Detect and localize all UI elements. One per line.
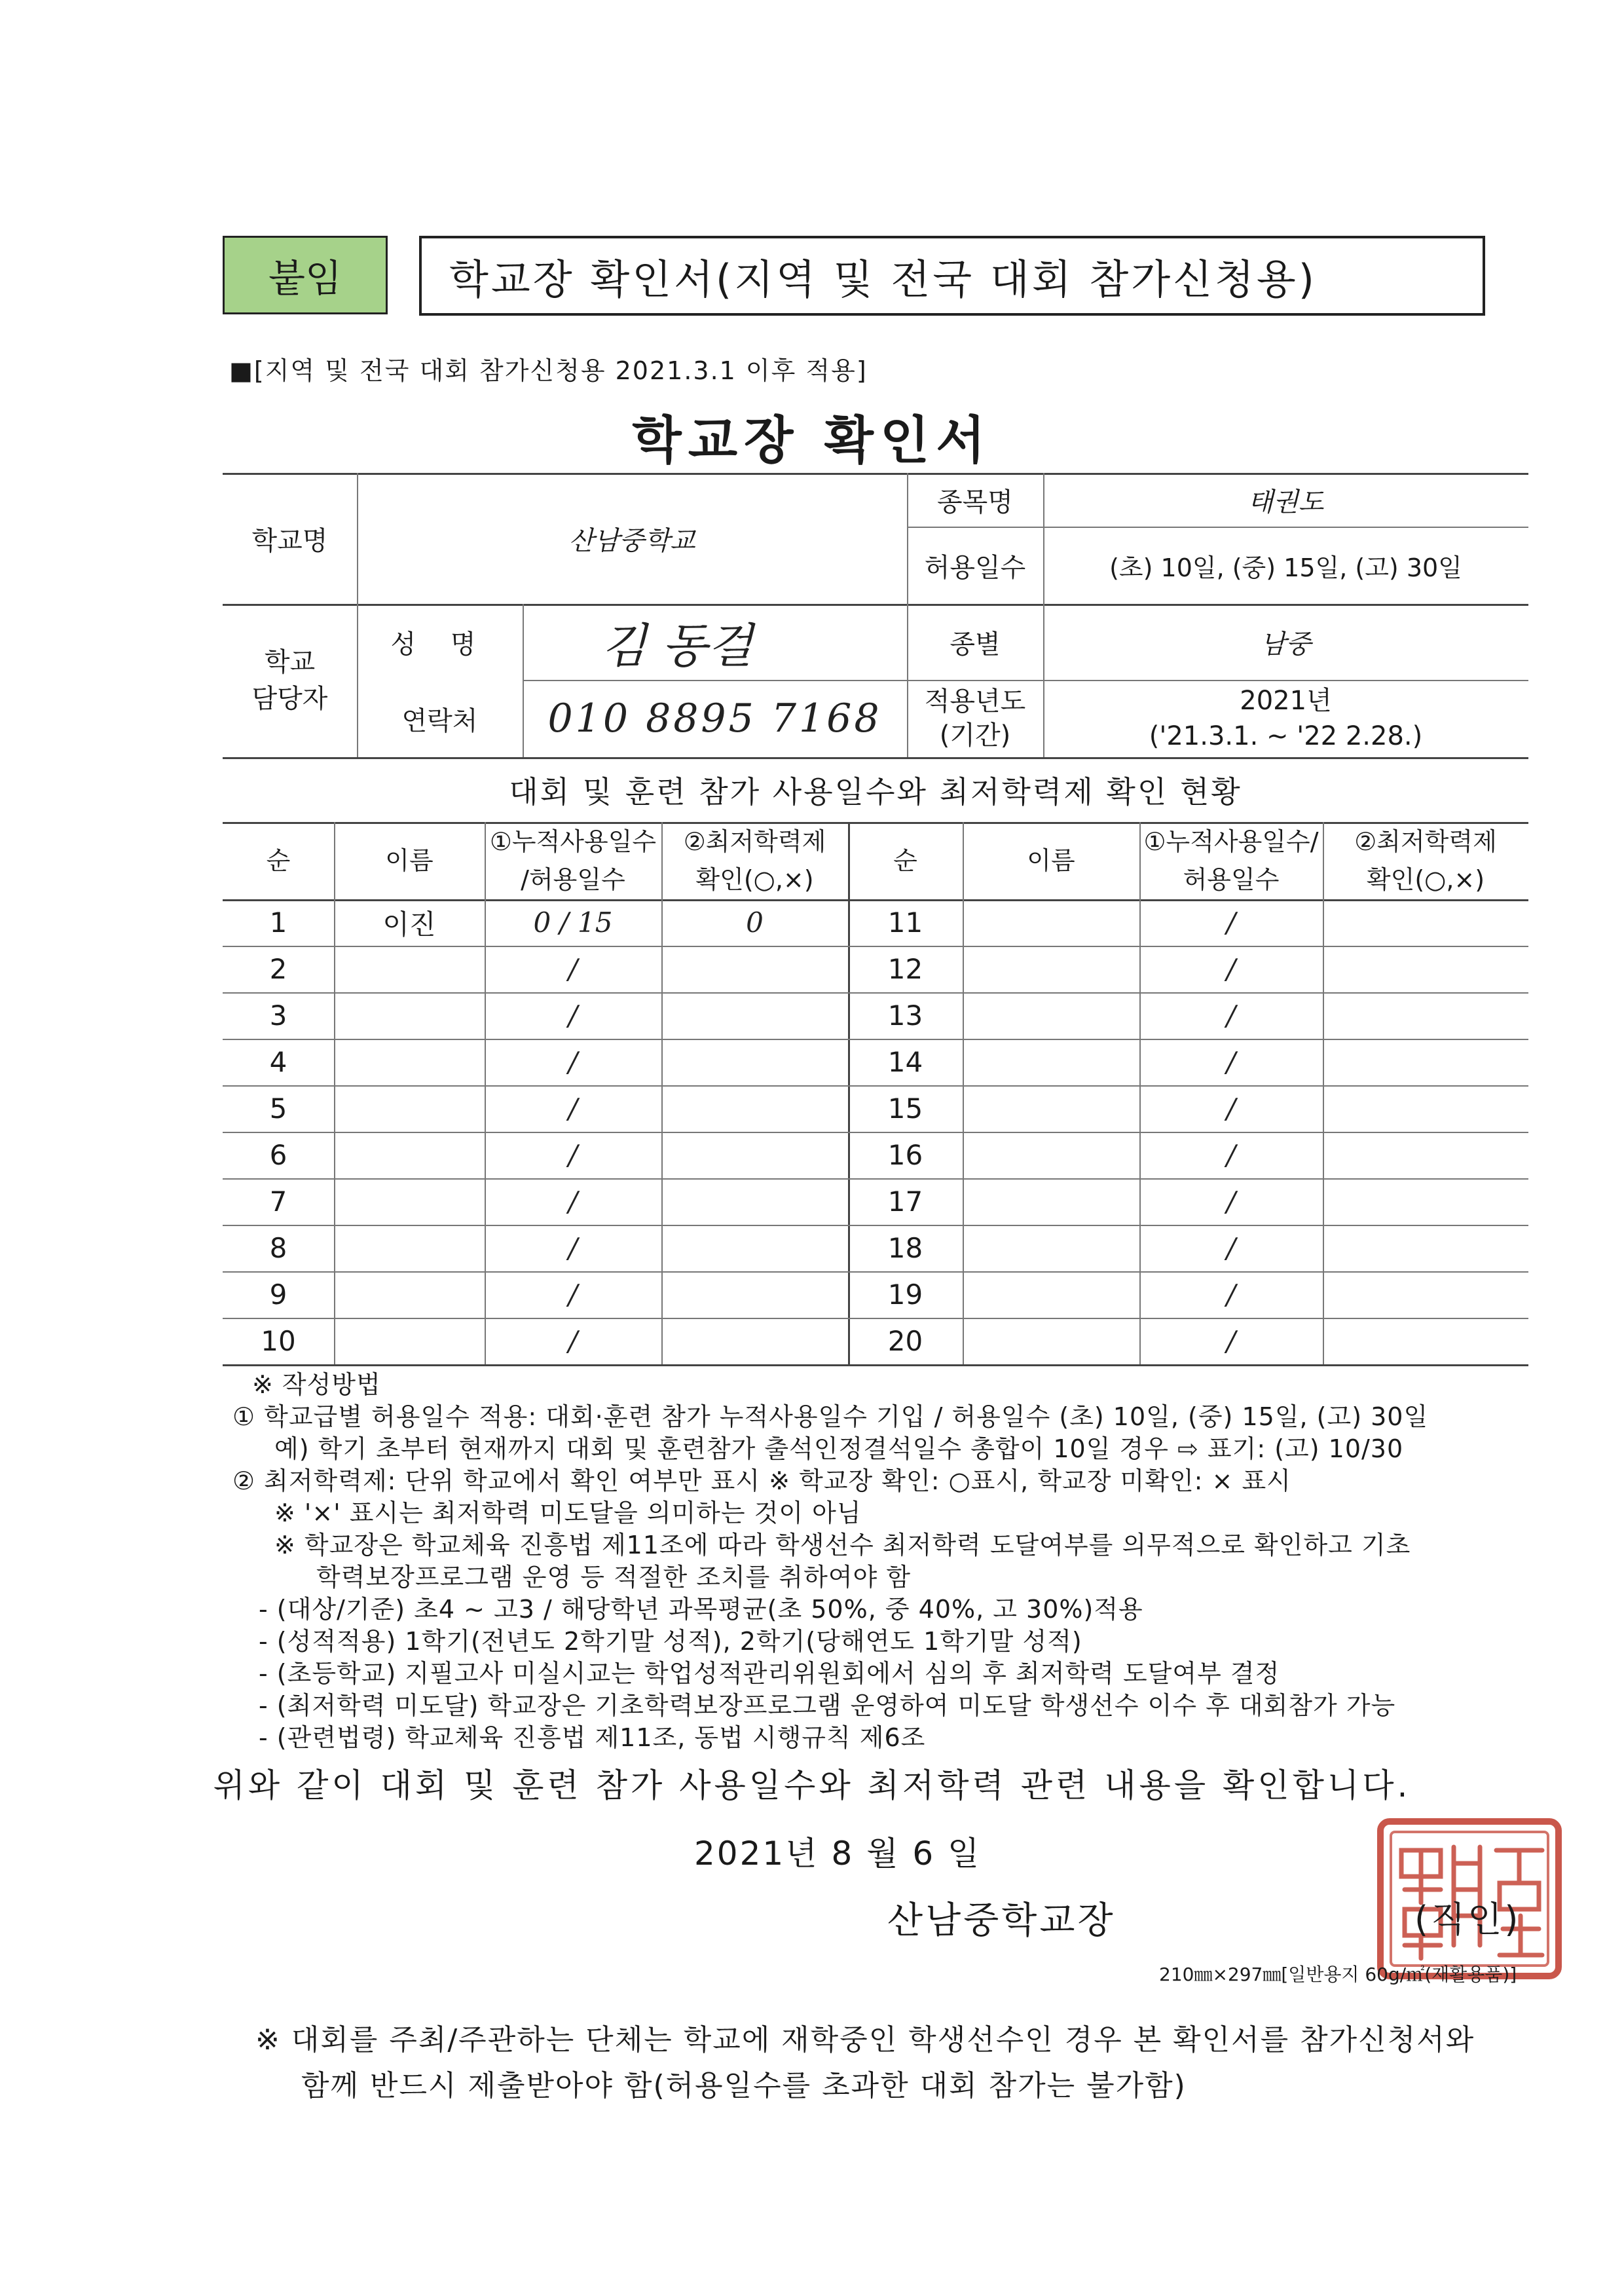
cell-no: 5 <box>269 1092 287 1125</box>
cell-days: / <box>568 1185 578 1218</box>
apply-year-label <box>907 680 1043 757</box>
cell-min <box>661 1132 848 1178</box>
cell-no: 14 <box>887 1046 923 1078</box>
guide-detail-4: - (최저학력 미도달) 학교장은 기초학력보장프로그램 운영하여 미도달 학생선수 이수 후 대회참가 가능 <box>259 1691 1396 1720</box>
guide-detail-5: - (관련법령) 학교체육 진흥법 제11조, 동법 시행규칙 제6조 <box>259 1723 926 1752</box>
cell-days: / <box>568 1139 578 1171</box>
col-days-header-right-2: 허용일수 <box>1183 865 1280 894</box>
cell-name <box>963 1132 1139 1178</box>
col-days-header-right <box>1139 822 1323 899</box>
cell-no: 1 <box>269 906 287 939</box>
guide-item-1a: ① 학교급별 허용일수 적용: 대회·훈련 참가 누적사용일수 기입 / 허용일수 (초) 10일, (중) 15일, (고) 30일 <box>232 1402 1429 1431</box>
col-min-header-right-1: ②최저학력제 <box>1354 827 1497 856</box>
cell-name <box>334 1318 485 1364</box>
cell-name <box>334 1225 485 1271</box>
cell-no: 19 <box>887 1278 923 1311</box>
attachment-label: 붙임 <box>223 236 388 314</box>
cell-days: / <box>568 1092 578 1125</box>
cell-name <box>963 1178 1139 1225</box>
cell-days: / <box>1226 1185 1236 1218</box>
cell-no: 8 <box>269 1232 287 1264</box>
col-min-header-1: ②최저학력제 <box>683 827 826 856</box>
col-min-header-right <box>1323 822 1528 899</box>
cell-days: / <box>1226 1232 1236 1264</box>
col-name-header-right: 이름 <box>1027 846 1075 875</box>
cell-no: 12 <box>887 953 923 985</box>
cell-min <box>1323 1271 1528 1318</box>
cell-days: / <box>568 1278 578 1311</box>
cell-name <box>334 946 485 992</box>
cell-days: / <box>568 1046 578 1078</box>
category-label: 종별 <box>950 629 1001 660</box>
col-days-header-1: ①누적사용일수 <box>489 827 657 856</box>
cell-no: 6 <box>269 1139 287 1171</box>
name-value: 김 동걸 <box>601 618 753 673</box>
school-staff-label <box>223 604 357 757</box>
cell-name <box>963 1039 1139 1085</box>
cell-no: 20 <box>887 1325 923 1357</box>
cell-name <box>963 946 1139 992</box>
apply-year-value-1: 2021년 <box>1240 686 1332 716</box>
allowed-days-value: (초) 10일, (중) 15일, (고) 30일 <box>1109 553 1462 582</box>
school-staff-label-1: 학교 <box>264 647 316 677</box>
apply-note: ■[지역 및 전국 대회 참가신청용 2021.3.1 이후 적용] <box>229 356 868 385</box>
guide-detail-1: - (대상/기준) 초4 ~ 고3 / 해당학년 과목평균(초 50%, 중 40%, 고 30%)적용 <box>259 1595 1143 1624</box>
cell-days: / <box>1226 999 1236 1032</box>
school-name-label: 학교명 <box>251 525 328 556</box>
cell-min <box>661 1225 848 1271</box>
col-days-header <box>485 822 661 899</box>
cell-min <box>1323 1039 1528 1085</box>
school-principal: 산남중학교장 <box>887 1899 1116 1942</box>
issue-date: 2021년 8 월 6 일 <box>694 1835 982 1873</box>
cell-name <box>963 1318 1139 1364</box>
cell-name <box>334 1085 485 1132</box>
cell-days: 0 / 15 <box>533 906 613 939</box>
apply-year-value <box>1043 680 1528 757</box>
cell-min <box>1323 992 1528 1039</box>
seal-label: (직인) <box>1414 1899 1521 1940</box>
col-no-header: 순 <box>266 846 291 875</box>
cell-no: 10 <box>261 1325 296 1357</box>
cell-min <box>661 992 848 1039</box>
footer-note <box>255 2017 1552 2109</box>
cell-min <box>1323 1318 1528 1364</box>
cell-no: 3 <box>269 999 287 1032</box>
guide-detail-2: - (성적적용) 1학기(전년도 2학기말 성적), 2학기(당해연도 1학기말 성적) <box>259 1627 1082 1656</box>
col-days-header-right-1: ①누적사용일수/ <box>1143 827 1319 856</box>
cell-min <box>1323 1225 1528 1271</box>
writing-guide <box>232 1369 1536 1754</box>
footer-note-line-2: 함께 반드시 제출받아야 함(허용일수를 초과한 대회 참가는 불가함) <box>301 2069 1187 2102</box>
cell-min <box>661 946 848 992</box>
cell-min <box>661 1318 848 1364</box>
cell-days: / <box>1226 1046 1236 1078</box>
guide-item-1b: 예) 학기 초부터 현재까지 대회 및 훈련참가 출석인정결석일수 총합이 10일 경우 ⇨ 표기: (고) 10/30 <box>274 1434 1404 1463</box>
paper-spec: 210㎜×297㎜[일반용지 60g/㎡(재활용품)] <box>1159 1964 1517 1985</box>
category-value: 남중 <box>1260 629 1312 660</box>
cell-no: 4 <box>269 1046 287 1078</box>
apply-year-label-2: (기간) <box>939 720 1011 751</box>
cell-min <box>661 1085 848 1132</box>
cell-no: 11 <box>887 906 923 939</box>
cell-name <box>334 1132 485 1178</box>
guide-item-4b: 학력보장프로그램 운영 등 적절한 조치를 취하여야 함 <box>316 1563 912 1592</box>
cell-days: / <box>568 999 578 1032</box>
cell-min <box>661 1271 848 1318</box>
cell-days: / <box>568 1325 578 1357</box>
guide-item-3: ※ '×' 표시는 최저학력 미도달을 의미하는 것이 아님 <box>274 1499 862 1527</box>
cell-min <box>661 1039 848 1085</box>
guide-heading: ※ 작성방법 <box>252 1370 381 1399</box>
cell-days: / <box>568 953 578 985</box>
cell-name <box>963 1271 1139 1318</box>
cell-no: 13 <box>887 999 923 1032</box>
status-table <box>223 822 1528 1366</box>
cell-name <box>963 1085 1139 1132</box>
cell-days: / <box>1226 1092 1236 1125</box>
cell-days: / <box>1226 1278 1236 1311</box>
cell-name <box>963 992 1139 1039</box>
cell-no: 9 <box>269 1278 287 1311</box>
col-min-header <box>661 822 848 899</box>
cell-no: 16 <box>887 1139 923 1171</box>
cell-days: / <box>1226 1325 1236 1357</box>
info-table <box>223 473 1528 758</box>
cell-min <box>1323 1085 1528 1132</box>
school-name-value: 산남중학교 <box>568 525 695 556</box>
guide-detail-3: - (초등학교) 지필고사 미실시교는 학업성적관리위원회에서 심의 후 최저학력 도달여부 결정 <box>259 1659 1280 1688</box>
cell-no: 15 <box>887 1092 923 1125</box>
name-label: 성 명 <box>390 629 489 660</box>
cell-min <box>1323 899 1528 946</box>
cell-no: 18 <box>887 1232 923 1264</box>
cell-min: 0 <box>746 906 764 939</box>
apply-year-value-2: ('21.3.1. ~ '22 2.28.) <box>1149 721 1423 751</box>
cell-name: 이진 <box>382 908 436 941</box>
sport-label: 종목명 <box>937 487 1013 517</box>
cell-no: 17 <box>887 1185 923 1218</box>
cell-min <box>1323 1178 1528 1225</box>
cell-days: / <box>1226 1139 1236 1171</box>
guide-item-2: ② 최저학력제: 단위 학교에서 확인 여부만 표시 ※ 학교장 확인: ○표시, 학교장 미확인: × 표시 <box>232 1466 1291 1495</box>
cell-days: / <box>1226 906 1236 939</box>
contact-label: 연락처 <box>401 705 478 736</box>
sport-value: 태권도 <box>1247 487 1324 517</box>
footer-note-line-1: ※ 대회를 주최/주관하는 단체는 학교에 재학중인 학생선수인 경우 본 확인서를 참가신청서와 <box>255 2023 1475 2057</box>
cell-name <box>334 1039 485 1085</box>
cell-no: 7 <box>269 1185 287 1218</box>
cell-min <box>1323 1132 1528 1178</box>
cell-name <box>963 1225 1139 1271</box>
col-min-header-2: 확인(○,×) <box>695 865 814 894</box>
allowed-days-label: 허용일수 <box>924 552 1026 583</box>
col-min-header-right-2: 확인(○,×) <box>1366 865 1485 894</box>
col-days-header-2: /허용일수 <box>521 865 625 894</box>
cell-min <box>1323 946 1528 992</box>
cell-no: 2 <box>269 953 287 985</box>
document-title-box: 학교장 확인서(지역 및 전국 대회 참가신청용) <box>419 236 1485 316</box>
cell-name <box>334 1271 485 1318</box>
guide-item-4a: ※ 학교장은 학교체육 진흥법 제11조에 따라 학생선수 최저학력 도달여부를 의무적으로 확인하고 기초 <box>274 1531 1411 1559</box>
apply-year-label-1: 적용년도 <box>924 686 1026 717</box>
contact-value: 010 8895 7168 <box>547 696 882 741</box>
status-title: 대회 및 훈련 참가 사용일수와 최저학력제 확인 현황 <box>509 774 1242 810</box>
cell-name <box>963 899 1139 946</box>
page-title: 학교장 확인서 <box>632 411 992 470</box>
school-staff-label-2: 담당자 <box>251 684 328 714</box>
cell-days: / <box>1226 953 1236 985</box>
cell-name <box>334 992 485 1039</box>
cell-name <box>334 1178 485 1225</box>
col-name-header: 이름 <box>385 846 434 875</box>
cell-min <box>661 1178 848 1225</box>
col-no-header-right: 순 <box>893 846 917 875</box>
confirmation-statement: 위와 같이 대회 및 훈련 참가 사용일수와 최저학력 관련 내용을 확인합니다. <box>213 1766 1411 1804</box>
cell-days: / <box>568 1232 578 1264</box>
